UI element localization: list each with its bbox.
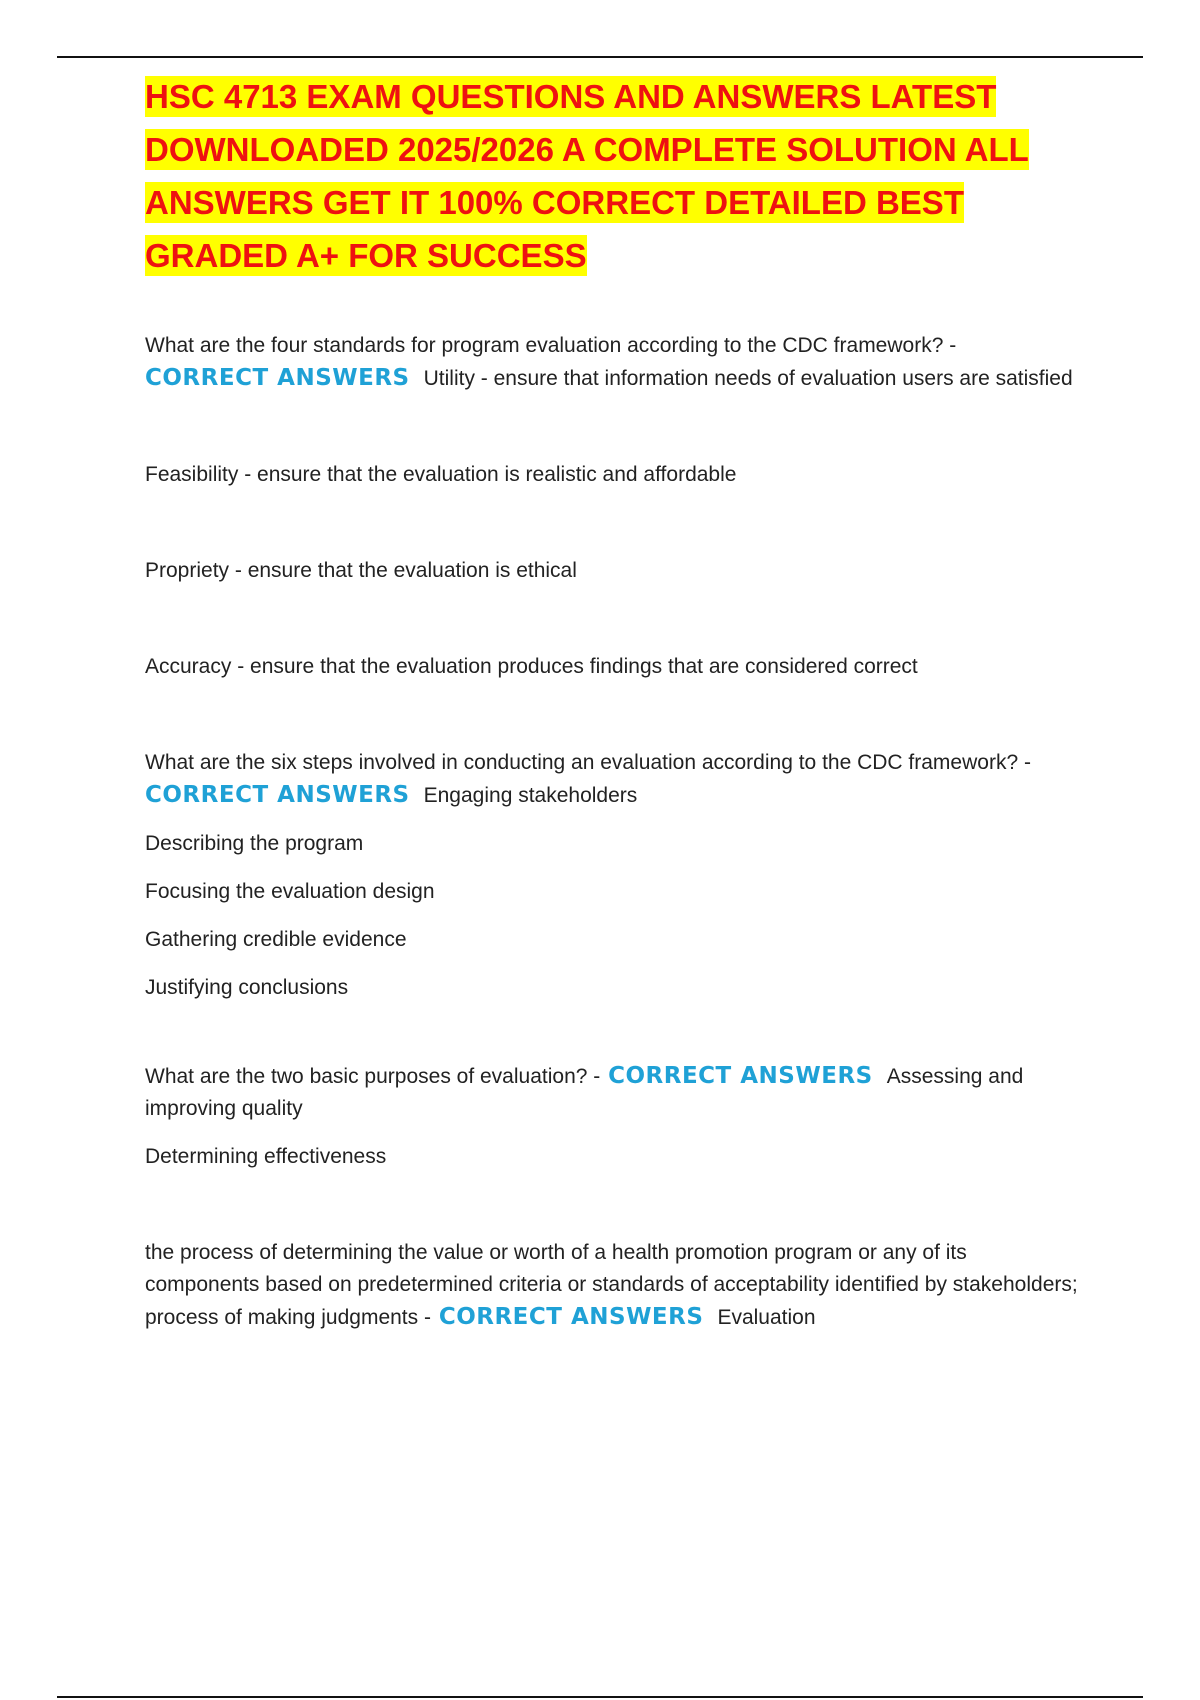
bottom-divider <box>57 1696 1143 1698</box>
answer-1-line-1: Feasibility - ensure that the evaluation is realistic and affordable <box>145 463 737 486</box>
question-1 <box>145 330 1085 395</box>
answer-2-first: Engaging stakeholders <box>423 784 638 807</box>
question-3-text: What are the two basic purposes of evaluation? - <box>145 1065 601 1088</box>
answer-1-line-3: Accuracy - ensure that the evaluation produces findings that are considered correct <box>145 655 918 678</box>
question-4-text: the process of determining the value or worth of a health promotion program or any of its components based on predetermined criteria or standards of acceptability identified by stakeholders; process of making judgments - <box>145 1241 1078 1329</box>
qa-block-4 <box>145 1237 1085 1334</box>
answer-1-first: Utility - ensure that information needs of evaluation users are satisfied <box>423 367 1073 390</box>
answer-2-line-1: Describing the program <box>145 832 364 855</box>
answer-tag-3: CORRECT ANSWERS <box>608 1063 873 1089</box>
qa-block-2 <box>145 747 1085 1004</box>
answer-2-line-2: Focusing the evaluation design <box>145 880 435 903</box>
answer-3-line-1: Determining effectiveness <box>145 1145 387 1168</box>
question-1-text: What are the four standards for program evaluation according to the CDC framework? - <box>145 334 957 357</box>
answer-1-line-2: Propriety - ensure that the evaluation is ethical <box>145 559 577 582</box>
document-page <box>145 70 1085 1334</box>
answer-tag-2: CORRECT ANSWERS <box>145 782 410 808</box>
answer-3-first: Assessing and improving quality <box>145 1065 1024 1120</box>
qa-block-1 <box>145 330 1085 683</box>
answer-tag-4: CORRECT ANSWERS <box>438 1304 704 1330</box>
answer-4-first: Evaluation <box>717 1306 816 1329</box>
question-2-text: What are the six steps involved in conducting an evaluation according to the CDC framework? - <box>145 751 1031 774</box>
document-title <box>145 70 1085 282</box>
top-divider <box>57 56 1143 58</box>
answer-2-line-4: Justifying conclusions <box>145 976 349 999</box>
question-4 <box>145 1237 1085 1334</box>
answer-tag-1: CORRECT ANSWERS <box>145 365 410 391</box>
question-3 <box>145 1060 1085 1125</box>
answer-2-line-3: Gathering credible evidence <box>145 928 407 951</box>
document-title-text: HSC 4713 EXAM QUESTIONS AND ANSWERS LATEST DOWNLOADED 2025/2026 A COMPLETE SOLUTION ALL ANSWERS GET IT 100% CORRECT DETAILED BEST GRADED A+ FOR SUCCESS <box>145 78 1029 274</box>
qa-block-3 <box>145 1060 1085 1173</box>
question-2 <box>145 747 1085 812</box>
